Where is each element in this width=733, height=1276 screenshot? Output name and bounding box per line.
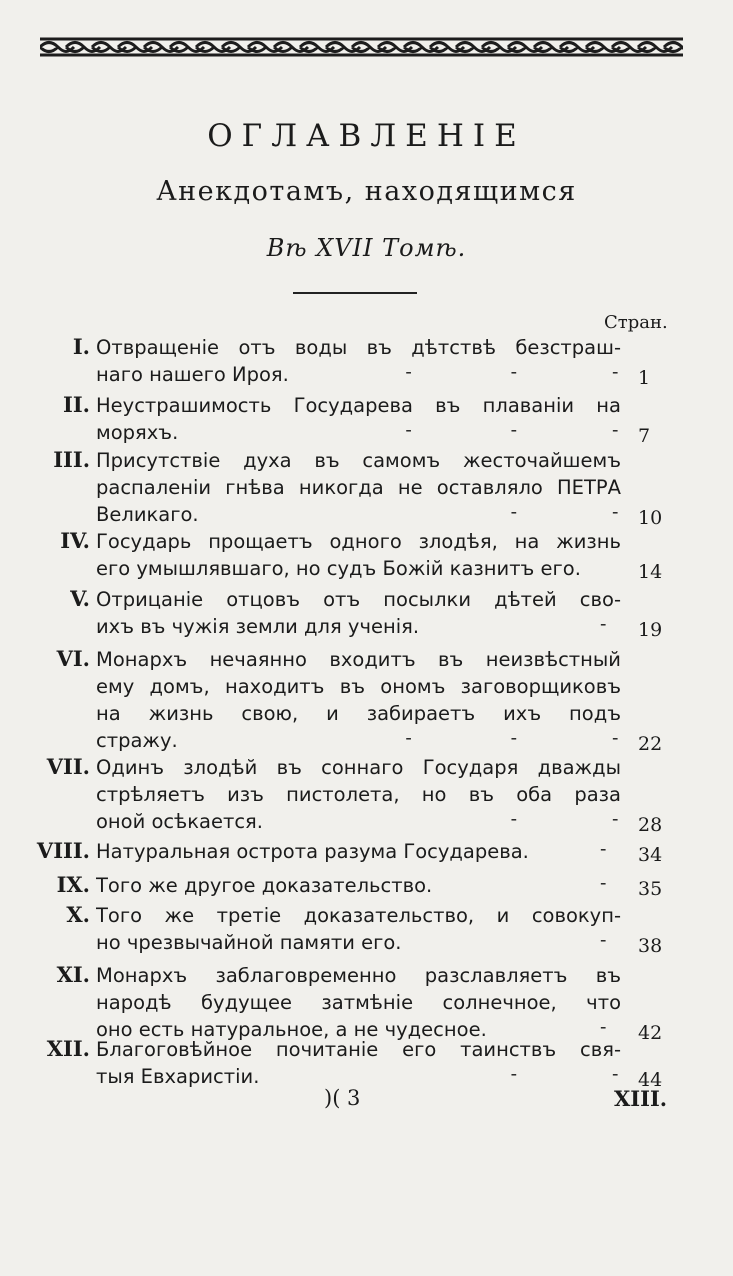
entry-number: IV. xyxy=(60,528,90,553)
entry-line: наго нашего Ироя. xyxy=(96,363,289,386)
entry-title xyxy=(96,392,621,446)
entry-line: тыя Евхаристіи. xyxy=(96,1065,260,1088)
leader-dash: - xyxy=(612,1063,619,1085)
entry-number: VII. xyxy=(46,754,90,779)
entry-title xyxy=(96,962,621,1043)
entry-line: Одинъ злодѣй въ соннаго Государя дважды xyxy=(96,756,621,779)
leader-dash: - xyxy=(612,361,619,383)
entry-line: ему домъ, находитъ въ ономъ заговорщиковъ xyxy=(96,675,621,698)
entry-line: ихъ въ чужія земли для ученія. xyxy=(96,615,420,638)
entry-number: V. xyxy=(70,586,90,611)
entry-title xyxy=(96,447,621,528)
entry-number: VIII. xyxy=(36,838,90,863)
entry-title xyxy=(96,872,621,899)
leader-dash: - xyxy=(510,808,518,830)
page-number: 38 xyxy=(638,935,663,957)
leader-dash: - xyxy=(405,419,412,441)
entry-number: III. xyxy=(53,447,90,472)
entry-title xyxy=(96,902,621,956)
leader-dash: - xyxy=(510,361,518,383)
ornament-border xyxy=(40,34,683,60)
entry-line: стрѣляетъ изъ пистолета, но въ оба раза xyxy=(96,783,621,806)
page-number: 14 xyxy=(638,561,663,583)
entry-line: распаленіи гнѣва никогда не оставляло ПЕТРА xyxy=(96,476,621,499)
entry-number: X. xyxy=(66,902,90,927)
entry-line: Монархъ заблаговременно разславляетъ въ xyxy=(96,964,621,987)
entry-line: моряхъ. xyxy=(96,421,179,444)
leader-dash: - xyxy=(600,1016,607,1038)
entry-number: IX. xyxy=(56,872,90,897)
volume-label: Вѣ XVII Томѣ. xyxy=(266,234,467,262)
entry-line: но чрезвычайной памяти его. xyxy=(96,931,402,954)
entry-line: Монархъ нечаянно входитъ въ неизвѣстный xyxy=(96,648,621,671)
entry-title xyxy=(96,1036,621,1090)
entry-number: XI. xyxy=(56,962,90,987)
entry-number: VI. xyxy=(56,646,90,671)
entry-line: Натуральная острота разума Государева. xyxy=(96,840,529,863)
entry-line: Государь прощаетъ одного злодѣя, на жизнь xyxy=(96,530,621,553)
page-subtitle: Анекдотамъ, находящимся xyxy=(156,176,577,207)
entry-line: Великаго. xyxy=(96,503,199,526)
entry-number: I. xyxy=(72,334,90,359)
leader-dash: - xyxy=(510,727,518,749)
entry-line: Того же другое доказательство. xyxy=(96,874,433,897)
page-number: 22 xyxy=(638,733,663,755)
entry-line: его умышлявшаго, но судъ Божій казнитъ его. xyxy=(96,557,581,580)
leader-dash: - xyxy=(612,727,619,749)
entry-title xyxy=(96,528,621,582)
divider-rule xyxy=(293,292,417,294)
entry-number: XII. xyxy=(46,1036,90,1061)
page-number: 44 xyxy=(638,1069,663,1091)
page-number: 10 xyxy=(638,507,663,529)
entry-line: оной осѣкается. xyxy=(96,810,263,833)
leader-dash: - xyxy=(612,808,619,830)
page-number: 28 xyxy=(638,814,663,836)
entry-line: Присутствіе духа въ самомъ жесточайшемъ xyxy=(96,449,621,472)
entry-line: народѣ будущее затмѣніе солнечное, что xyxy=(96,991,621,1014)
entry-line: Неустрашимость Государева въ плаваніи на xyxy=(96,394,621,417)
entry-line: на жизнь свою, и забираетъ ихъ подъ xyxy=(96,702,621,725)
leader-dash: - xyxy=(600,872,607,894)
signature-mark: )( 3 xyxy=(324,1086,361,1110)
entry-title xyxy=(96,586,621,640)
catchword: XIII. xyxy=(614,1086,668,1111)
entry-title xyxy=(96,646,621,754)
entry-title xyxy=(96,838,621,865)
leader-dash: - xyxy=(600,929,607,951)
leader-dash: - xyxy=(510,1063,518,1085)
entry-title xyxy=(96,334,621,388)
page-number: 7 xyxy=(638,425,651,447)
entry-line: стражу. xyxy=(96,729,178,752)
page-number: 35 xyxy=(638,878,663,900)
leader-dash: - xyxy=(405,727,412,749)
leader-dash: - xyxy=(600,613,607,635)
page-number: 42 xyxy=(638,1022,663,1044)
entry-line: Отвращеніе отъ воды въ дѣтствѣ безстраш- xyxy=(96,336,621,359)
page-column-header: Стран. xyxy=(604,312,668,333)
entry-number: II. xyxy=(63,392,90,417)
leader-dash: - xyxy=(510,501,518,523)
leader-dash: - xyxy=(405,361,412,383)
entry-line: Благоговѣйное почитаніе его таинствъ свя- xyxy=(96,1038,621,1061)
leader-dash: - xyxy=(510,419,518,441)
page-number: 34 xyxy=(638,844,663,866)
leader-dash: - xyxy=(612,501,619,523)
leader-dash: - xyxy=(612,419,619,441)
entry-title xyxy=(96,754,621,835)
entry-line: Того же третіе доказательство, и совокуп- xyxy=(96,904,621,927)
page-title: ОГЛАВЛЕНІЕ xyxy=(207,118,526,154)
page-number: 19 xyxy=(638,619,663,641)
entry-line: оно есть натуральное, а не чудесное. xyxy=(96,1018,487,1041)
page-number: 1 xyxy=(638,367,651,389)
leader-dash: - xyxy=(600,838,607,860)
entry-line: Отрицаніе отцовъ отъ посылки дѣтей сво- xyxy=(96,588,621,611)
